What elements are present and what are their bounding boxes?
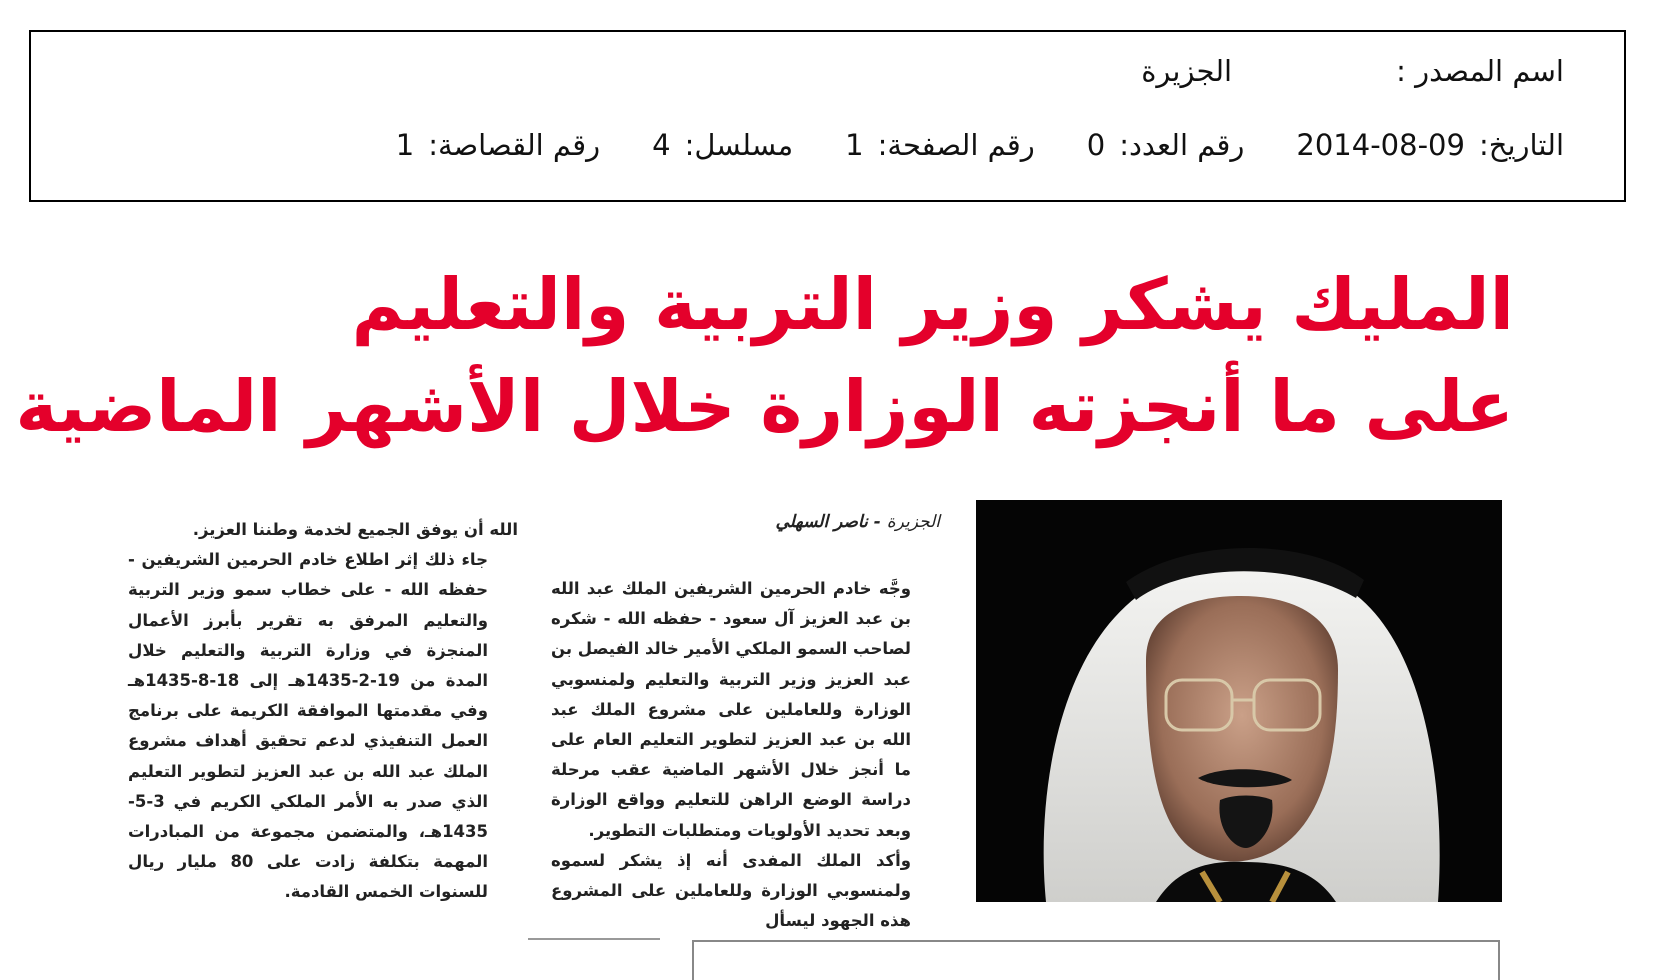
date-value: 2014-08-09	[1296, 128, 1465, 162]
article-column-right	[551, 574, 941, 936]
byline-source: الجزيرة	[886, 512, 940, 532]
issue-value: 0	[1086, 128, 1106, 162]
headline-line-2: على ما أنجزته الوزارة خلال الأشهر الماضية	[15, 365, 1514, 448]
article-paragraph: الله أن يوفق الجميع لخدمة وطننا العزيز.	[192, 520, 518, 539]
source-row	[91, 54, 1564, 88]
serial-field	[652, 128, 793, 162]
source-label: اسم المصدر :	[1396, 54, 1564, 88]
article-byline	[775, 512, 940, 532]
portrait-photo	[976, 500, 1502, 902]
page-value: 1	[845, 128, 864, 162]
column-divider	[528, 938, 660, 940]
source-value: الجزيرة	[1141, 54, 1233, 88]
page-field	[845, 128, 1035, 162]
clip-value: 1	[395, 128, 415, 162]
serial-label: مسلسل:	[684, 128, 794, 162]
serial-value: 4	[652, 128, 671, 162]
article-headline	[16, 254, 1514, 458]
article-paragraph: وجَّه خادم الحرمين الشريفين الملك عبد الله بن عبد العزيز آل سعود - حفظه الله - شكره لصاحب السمو الملكي الأمير خالد الفيصل بن عبد العزيز وزير التربية والتعليم ولمنسوبي الوزارة وللعاملين على مشروع الملك عبد الله بن عبد العزيز لتطوير التعليم العام على ما أنجز خلال الأشهر الماضية عقب مرحلة دراسة الوضع الراهن للتعليم وواقع الوزارة وبعد تحديد الأولويات ومتطلبات التطوير.	[551, 579, 911, 840]
clip-label: رقم القصاصة:	[428, 128, 601, 162]
details-row	[91, 128, 1564, 162]
headline-line-1: المليك يشكر وزير التربية والتعليم	[351, 263, 1514, 346]
clipping-metadata-box	[29, 30, 1626, 202]
page-label: رقم الصفحة:	[877, 128, 1035, 162]
next-article-frame	[692, 940, 1500, 980]
date-field	[1296, 128, 1564, 162]
article-paragraph: وأكد الملك المفدى أنه إذ يشكر لسموه ولمنسوبي الوزارة وللعاملين على المشروع هذه الجهود ليسأل	[551, 850, 911, 931]
byline-author: - ناصر السهلي	[775, 512, 881, 532]
issue-field	[1087, 128, 1245, 162]
date-label: التاريخ:	[1478, 128, 1564, 162]
article-column-left	[128, 515, 518, 908]
clip-field	[396, 128, 600, 162]
issue-label: رقم العدد:	[1119, 128, 1245, 162]
portrait-photo-icon	[976, 500, 1502, 902]
article-paragraph: جاء ذلك إثر اطلاع خادم الحرمين الشريفين - حفظه الله - على خطاب سمو وزير التربية والتعليم المرفق به تقرير بأبرز الأعمال المنجزة في وزارة التربية والتعليم خلال المدة من 19-2-1435هـ إلى 18-8-1435هـ وفي مقدمتها الموافقة الكريمة على برنامج العمل التنفيذي لدعم تحقيق أهداف مشروع الملك عبد الله بن عبد العزيز لتطوير التعليم الذي صدر به الأمر الملكي الكريم في 3-5-1435هـ، والمتضمن مجموعة من المبادرات المهمة بتكلفة زادت على 80 مليار ريال للسنوات الخمس القادمة.	[128, 550, 489, 902]
